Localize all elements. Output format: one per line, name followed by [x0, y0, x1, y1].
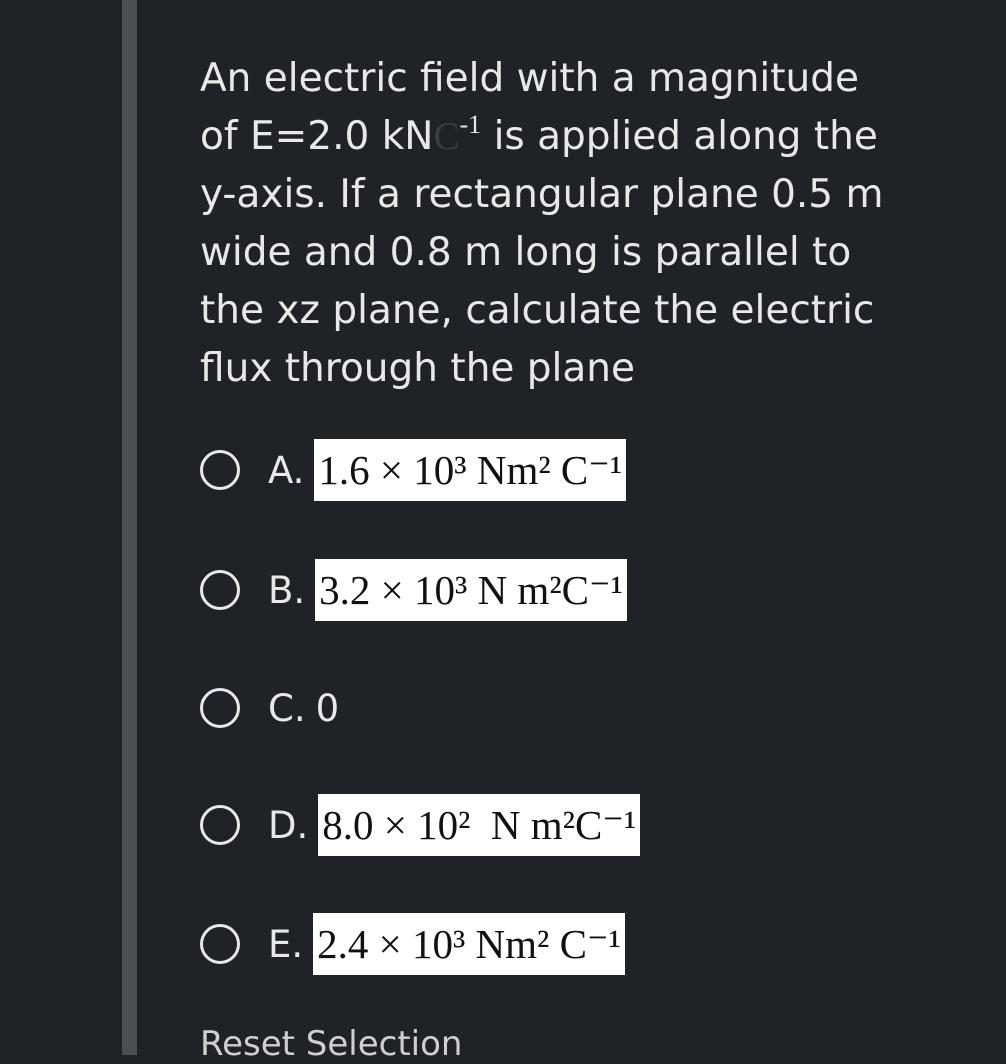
- radio-button[interactable]: [200, 688, 240, 728]
- option-letter: B.: [268, 568, 306, 612]
- option-d[interactable]: [200, 793, 640, 857]
- question-unit-exponent: -1: [459, 110, 482, 139]
- option-a[interactable]: [200, 438, 626, 502]
- question-unit: C: [433, 115, 460, 158]
- option-formula-image: 2.4 × 10³ Nm² C⁻¹: [313, 913, 625, 975]
- option-letter: A.: [268, 448, 305, 492]
- option-c[interactable]: [200, 676, 339, 740]
- left-rail-bar: [122, 0, 137, 1055]
- question-line-2-suffix: is applied along the: [481, 114, 878, 159]
- question-line-3: y-axis. If a rectangular plane 0.5 m: [200, 172, 884, 217]
- reset-selection-link[interactable]: Reset Selection: [200, 1024, 463, 1064]
- option-formula-image: 1.6 × 10³ Nm² C⁻¹: [314, 439, 626, 501]
- question-text: [200, 50, 900, 398]
- question-line-6: flux through the plane: [200, 346, 635, 391]
- question-block: [200, 50, 900, 398]
- option-letter: C.: [268, 686, 306, 730]
- radio-button[interactable]: [200, 570, 240, 610]
- option-value: 0: [315, 686, 340, 730]
- option-b[interactable]: [200, 558, 627, 622]
- question-line-5: the xz plane, calculate the electric: [200, 288, 875, 333]
- radio-button[interactable]: [200, 805, 240, 845]
- question-line-4: wide and 0.8 m long is parallel to: [200, 230, 852, 275]
- option-formula-image: 3.2 × 10³ N m²C⁻¹: [315, 559, 627, 621]
- left-panel: [0, 0, 122, 1055]
- radio-button[interactable]: [200, 450, 240, 490]
- option-letter: D.: [268, 803, 309, 847]
- option-formula-image: 8.0 × 10² N m²C⁻¹: [318, 794, 640, 856]
- question-line-2-prefix: of E=2.0 kN: [200, 114, 434, 159]
- option-letter: E.: [268, 922, 304, 966]
- radio-button[interactable]: [200, 924, 240, 964]
- question-line-1: An electric field with a magnitude: [200, 56, 860, 101]
- option-e[interactable]: [200, 912, 625, 976]
